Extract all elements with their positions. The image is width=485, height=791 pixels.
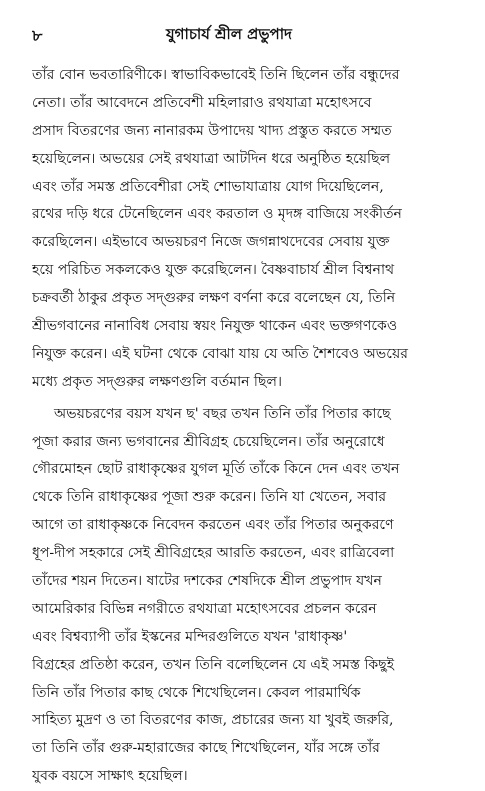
text-line: ধূপ-দীপ সহকারে সেই শ্রীবিগ্রহের আরতি করতেন, এবং রাত্রিবেলা: [32, 545, 395, 562]
text-line: এবং বিশ্বব্যাপী তাঁর ইস্কনের মন্দিরগুলিতে যখন 'রাধাকৃষ্ণ': [32, 628, 348, 645]
text-line: এবং তাঁর সমস্ত প্রতিবেশীরা সেই শোভাযাত্রায় যোগ দিয়েছিলেন,: [32, 178, 384, 195]
text-line: অভয়চরণের বয়স যখন ছ' বছর তখন তিনি তাঁর পিতার কাছে: [54, 405, 391, 422]
text-line: যুবক বয়সে সাক্ষাৎ হয়েছিল।: [32, 768, 188, 785]
text-line: করেছিলেন। এইভাবে অভয়চরণ নিজে জগন্নাথদেবের সেবায় যুক্ত: [32, 234, 390, 251]
text-line: রথের দড়ি ধরে টেনেছিলেন এবং করতাল ও মৃদঙ্গ বাজিয়ে সংকীর্তন: [32, 206, 402, 223]
running-title: যুগাচার্য শ্রীল প্রভুপাদ: [166, 25, 292, 43]
text-line: সাহিত্য মুদ্রণ ও তা বিতরণের কাজ, প্রচারের জন্য যা খুবই জরুরি,: [32, 712, 394, 729]
text-line: মধ্যে প্রকৃত সদ্গুরুর লক্ষণগুলি বর্তমান ছিল।: [32, 373, 282, 390]
text-line: শ্রীভগবানের নানাবিধ সেবায় স্বয়ং নিযুক্ত থাকেন এবং ভক্তগণকেও: [32, 318, 398, 335]
text-line: আমেরিকার বিভিন্ন নগরীতে রথযাত্রা মহোৎসবের প্রচলন করেন: [32, 600, 377, 617]
text-line: তিনি তাঁর পিতার কাছ থেকে শিখেছিলেন। কেবল পারমার্থিক: [32, 684, 361, 701]
text-line: চক্রবর্তী ঠাকুর প্রকৃত সদ্গুরুর লক্ষণ বর্ণনা করে বলেছেন যে, তিনি: [32, 290, 396, 307]
text-line: আগে তা রাধাকৃষ্ণকে নিবেদন করতেন এবং তাঁর পিতার অনুকরণে: [32, 517, 394, 534]
paragraph-1: [32, 62, 457, 397]
paragraph-2: [32, 401, 457, 791]
text-line: তাঁর বোন ভবতারিণীকে। স্বাভাবিকভাবেই তিনি ছিলেন তাঁর বন্ধুদের: [32, 67, 400, 83]
text-line: গৌরমোহন ছোট রাধাকৃষ্ণের যুগল মূর্তি তাঁকে কিনে দেন এবং তখন: [32, 461, 400, 478]
text-line: নিযুক্ত করেন। এই ঘটনা থেকে বোঝা যায় যে অতি শৈশবেও অভয়ের: [32, 345, 408, 362]
page-number: ৮: [32, 26, 43, 45]
text-line: পূজা করার জন্য ভগবানের শ্রীবিগ্রহ চেয়েছিলেন। তাঁর অনুরোধে: [32, 433, 385, 450]
text-line: হয়েছিলেন। অভয়ের সেই রথযাত্রা আটদিন ধরে অনুষ্ঠিত হয়েছিল: [32, 150, 391, 167]
body-text: [32, 62, 457, 791]
text-line: নেতা। তাঁর আবেদনে প্রতিবেশী মহিলারাও রথযাত্রা মহোৎসবে: [32, 94, 372, 111]
text-line: তা তিনি তাঁর গুরু-মহারাজের কাছে শিখেছিলেন, যাঁর সঙ্গে তাঁর: [32, 740, 380, 757]
text-line: হয়ে পরিচিত সকলকেও যুক্ত করেছিলেন। বৈষ্ণবাচার্য শ্রীল বিশ্বনাথ: [32, 262, 395, 279]
text-line: প্রসাদ বিতরণের জন্য নানারকম উপাদেয় খাদ্য প্রস্তুত করতে সম্মত: [32, 122, 392, 139]
text-line: বিগ্রহের প্রতিষ্ঠা করেন, তখন তিনি বলেছিলেন যে এই সমস্ত কিছুই: [32, 656, 395, 673]
page-header: [26, 20, 459, 46]
text-line: থেকে তিনি রাধাকৃষ্ণের পূজা শুরু করেন। তিনি যা খেতেন, সবার: [32, 489, 387, 506]
text-line: তাঁদের শয়ন দিতেন। ষাটের দশকের শেষদিকে শ্রীল প্রভুপাদ যখন: [32, 573, 382, 590]
